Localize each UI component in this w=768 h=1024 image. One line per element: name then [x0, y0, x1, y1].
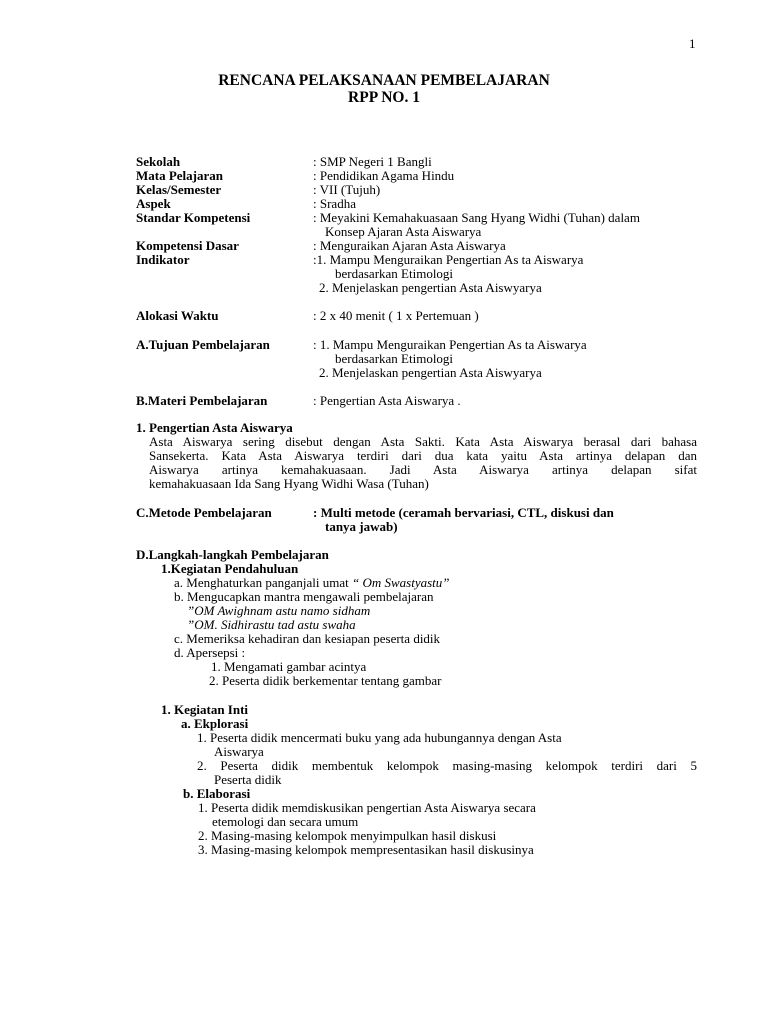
value-tujuan-1: : 1. Mampu Menguraikan Pengertian As ta Aiswarya [313, 337, 587, 352]
label-aspek: Aspek [136, 196, 171, 211]
list-item: a. Menghaturkan panganjali umat “ Om Swastyastu” [174, 575, 450, 590]
label-kelas: Kelas/Semester [136, 182, 222, 197]
value-tujuan-1-cont: berdasarkan Etimologi [335, 351, 454, 366]
subsection-pendahuluan: 1.Kegiatan Pendahuluan [161, 561, 299, 576]
label-alokasi-waktu: Alokasi Waktu [136, 308, 219, 323]
value-indikator-1: :1. Mampu Menguraikan Pengertian As ta Aiswarya [313, 252, 584, 267]
value-sekolah: : SMP Negeri 1 Bangli [313, 154, 432, 169]
label-sekolah: Sekolah [136, 154, 181, 169]
list-item-cont: Aiswarya [214, 744, 264, 759]
list-item: d. Apersepsi : [174, 645, 246, 660]
paragraph-line: Asta Aiswarya sering disebut dengan Asta Sakti. Kata Asta Aiswarya berasal dari bahasa [149, 434, 697, 449]
label-indikator: Indikator [136, 252, 190, 267]
list-item: 2. Masing-masing kelompok menyimpulkan hasil diskusi [198, 828, 497, 843]
list-item: 1. Peserta didik mencermati buku yang ada hubungannya dengan Asta [197, 730, 562, 745]
subsection-inti: 1. Kegiatan Inti [161, 702, 249, 717]
value-aspek: : Sradha [313, 196, 356, 211]
value-standar-kompetensi-cont: Konsep Ajaran Asta Aiswarya [325, 224, 482, 239]
value-kelas: : VII (Tujuh) [313, 182, 381, 197]
document-title: RENCANA PELAKSANAAN PEMBELAJARAN [218, 72, 550, 89]
label-metode: C.Metode Pembelajaran [136, 505, 272, 520]
mantra-line: ”OM Awighnam astu namo sidham [187, 603, 371, 618]
section-langkah-heading: D.Langkah-langkah Pembelajaran [136, 547, 329, 562]
label-materi: B.Materi Pembelajaran [136, 393, 268, 408]
list-item: c. Memeriksa kehadiran dan kesiapan peserta didik [174, 631, 441, 646]
paragraph-line: kemahakuasaan Ida Sang Hyang Widhi Wasa (Tuhan) [149, 476, 429, 491]
list-item: 3. Masing-masing kelompok mempresentasikan hasil diskusinya [198, 842, 534, 857]
label-kompetensi-dasar: Kompetensi Dasar [136, 238, 239, 253]
list-item-cont: Peserta didik [214, 772, 282, 787]
paragraph-line: Sansekerta. Kata Asta Aiswarya terdiri dari dua kata yaitu Asta artinya delapan dan [149, 448, 697, 463]
list-item: 1. Peserta didik memdiskusikan pengertian Asta Aiswarya secara [198, 800, 536, 815]
paragraph-line: Aiswarya artinya kemahakuasaan. Jadi Asta Aiswarya artinya delapan sifat [149, 462, 697, 477]
subsection-elaborasi: b. Elaborasi [183, 786, 251, 801]
list-item: 2. Peserta didik membentuk kelompok masing-masing kelompok terdiri dari 5 [197, 758, 697, 773]
label-mapel: Mata Pelajaran [136, 168, 224, 183]
page-number: 1 [689, 36, 696, 51]
mantra-line: ”OM. Sidhirastu tad astu swaha [187, 617, 356, 632]
value-alokasi-waktu: : 2 x 40 menit ( 1 x Pertemuan ) [313, 308, 479, 323]
label-standar-kompetensi: Standar Kompetensi [136, 210, 251, 225]
list-item: 1. Mengamati gambar acintya [211, 659, 367, 674]
label-tujuan: A.Tujuan Pembelajaran [136, 337, 270, 352]
value-standar-kompetensi: : Meyakini Kemahakuasaan Sang Hyang Widhi (Tuhan) dalam [313, 210, 640, 225]
list-item: b. Mengucapkan mantra mengawali pembelajaran [174, 589, 434, 604]
section-pengertian-heading: 1. Pengertian Asta Aiswarya [136, 420, 293, 435]
value-kompetensi-dasar: : Menguraikan Ajaran Asta Aiswarya [313, 238, 506, 253]
value-mapel: : Pendidikan Agama Hindu [313, 168, 455, 183]
subsection-eksplorasi: a. Ekplorasi [181, 716, 249, 731]
value-materi: : Pengertian Asta Aiswarya . [313, 393, 461, 408]
value-indikator-2: 2. Menjelaskan pengertian Asta Aiswyarya [319, 280, 542, 295]
value-metode-cont: tanya jawab) [325, 519, 398, 534]
list-item: 2. Peserta didik berkementar tentang gambar [209, 673, 442, 688]
document-subtitle: RPP NO. 1 [348, 89, 420, 106]
value-metode: : Multi metode (ceramah bervariasi, CTL, diskusi dan [313, 505, 614, 520]
value-indikator-1-cont: berdasarkan Etimologi [335, 266, 454, 281]
list-item-cont: etemologi dan secara umum [212, 814, 359, 829]
value-tujuan-2: 2. Menjelaskan pengertian Asta Aiswyarya [319, 365, 542, 380]
